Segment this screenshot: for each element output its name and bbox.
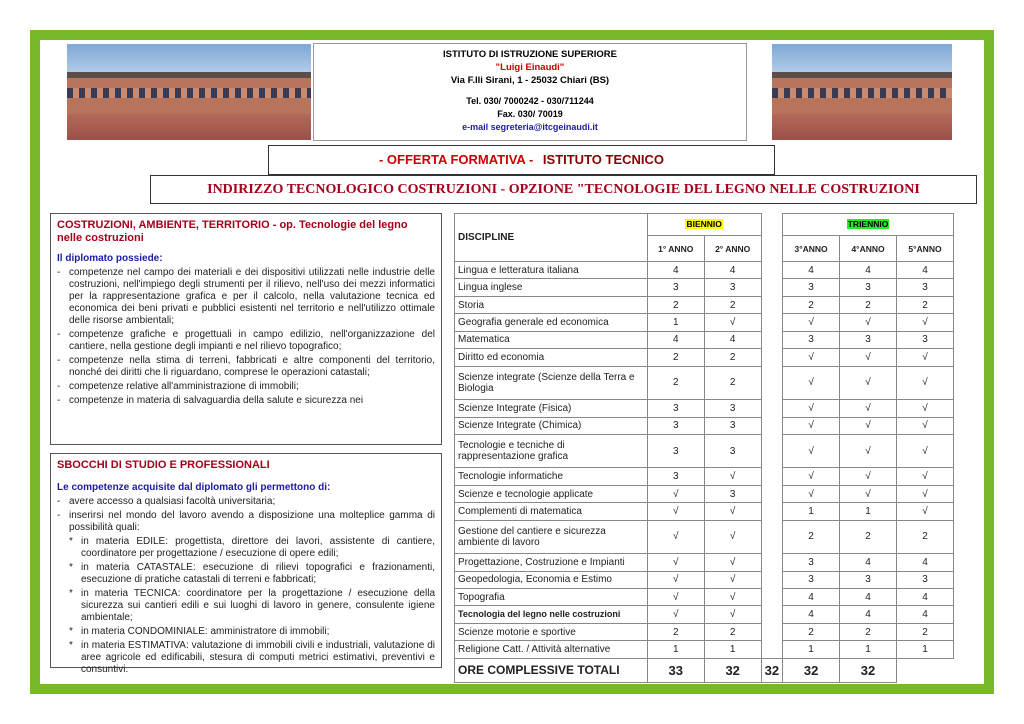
discipline-name: Geografia generale ed economica bbox=[455, 314, 648, 331]
hours-cell: 2 bbox=[704, 349, 761, 366]
hours-cell: 4 bbox=[840, 262, 897, 279]
header-tel: Tel. 030/ 7000242 - 030/711244 bbox=[466, 96, 594, 106]
list-item: * in materia TECNICA: coordinatore per la progettazione / esecuzione della sicurezza sui cantieri edili e sui luoghi di lavoro in genere, consulente igiene ambientale; bbox=[57, 588, 435, 624]
triennio-header bbox=[783, 214, 954, 236]
hours-cell: 4 bbox=[704, 262, 761, 279]
discipline-name: Storia bbox=[455, 296, 648, 313]
discipline-name: Religione Catt. / Attività alternative bbox=[455, 641, 648, 659]
hours-cell: √ bbox=[647, 571, 704, 588]
triennio-label: TRIENNIO bbox=[847, 219, 889, 229]
year-header: 4°ANNO bbox=[840, 236, 897, 262]
table-row bbox=[455, 520, 954, 553]
hours-cell: √ bbox=[840, 400, 897, 417]
hours-cell: 3 bbox=[897, 279, 954, 296]
hours-cell: √ bbox=[897, 314, 954, 331]
total-cell: 32 bbox=[783, 659, 840, 683]
header-email: e-mail segreteria@itcgeinaudi.it bbox=[462, 122, 598, 132]
hours-cell: 3 bbox=[704, 485, 761, 502]
header-line1: ISTITUTO DI ISTRUZIONE SUPERIORE bbox=[442, 49, 617, 60]
hours-cell: 3 bbox=[783, 571, 840, 588]
hours-cell: 4 bbox=[897, 554, 954, 571]
hours-cell: 2 bbox=[840, 623, 897, 640]
hours-cell: 4 bbox=[840, 589, 897, 606]
list-item: - competenze nella stima di terreni, fabbricati e altre componenti del territorio, nonché dei diritti che li riguardano, comprese le operazioni catastali; bbox=[57, 355, 435, 379]
hours-cell: 3 bbox=[704, 279, 761, 296]
offer-prefix: - OFFERTA FORMATIVA - bbox=[378, 152, 534, 167]
table-row bbox=[455, 366, 954, 399]
header-line2: "Luigi Einaudi" bbox=[495, 62, 565, 73]
careers-title: SBOCCHI DI STUDIO E PROFESSIONALI bbox=[57, 459, 270, 471]
list-item: - inserirsi nel mondo del lavoro avendo a disposizione una molteplice gamma di possibilità quali: bbox=[57, 510, 435, 534]
table-row bbox=[455, 503, 954, 520]
hours-cell: 1 bbox=[647, 641, 704, 659]
total-cell: 32 bbox=[704, 659, 761, 683]
hours-cell: 4 bbox=[783, 589, 840, 606]
hours-cell: √ bbox=[783, 485, 840, 502]
hours-cell: 2 bbox=[647, 366, 704, 399]
table-row bbox=[455, 417, 954, 434]
discipline-name: Tecnologie e tecniche di rappresentazione grafica bbox=[455, 434, 648, 467]
hours-cell: 3 bbox=[783, 331, 840, 348]
hours-cell: √ bbox=[704, 468, 761, 485]
hours-cell: 3 bbox=[647, 400, 704, 417]
biennio-header bbox=[647, 214, 761, 236]
table-row bbox=[455, 589, 954, 606]
school-photo-left bbox=[67, 44, 311, 140]
table-row bbox=[455, 279, 954, 296]
totals-label: ORE COMPLESSIVE TOTALI bbox=[455, 659, 648, 683]
hours-cell: 1 bbox=[783, 641, 840, 659]
hours-cell: 2 bbox=[840, 296, 897, 313]
diploma-title: COSTRUZIONI, AMBIENTE, TERRITORIO - op. Tecnologie del legno nelle costruzioni bbox=[57, 219, 408, 244]
hours-cell: √ bbox=[897, 503, 954, 520]
hours-cell: √ bbox=[704, 571, 761, 588]
hours-cell: 3 bbox=[840, 279, 897, 296]
year-header: 3°ANNO bbox=[783, 236, 840, 262]
hours-cell: √ bbox=[840, 417, 897, 434]
disciplines-table bbox=[454, 213, 954, 683]
discipline-name: Topografia bbox=[455, 589, 648, 606]
hours-cell: 1 bbox=[783, 503, 840, 520]
hours-cell: 4 bbox=[897, 606, 954, 623]
list-item: * in materia ESTIMATIVA: valutazione di immobili civili e industriali, valutazione di aree agricole ed edificabili, stesura di computi metrici estimativi, preventivi e consuntivi. bbox=[57, 640, 435, 676]
table-row bbox=[455, 606, 954, 623]
hours-cell: 2 bbox=[897, 623, 954, 640]
hours-cell: √ bbox=[840, 434, 897, 467]
total-cell: 32 bbox=[840, 659, 897, 683]
discipline-name: Lingua inglese bbox=[455, 279, 648, 296]
careers-subtitle: Le competenze acquisite dal diplomato gli permettono di: bbox=[57, 482, 331, 493]
discipline-name: Scienze Integrate (Chimica) bbox=[455, 417, 648, 434]
list-item: - avere accesso a qualsiasi facoltà universitaria; bbox=[57, 496, 435, 508]
discipline-name: Complementi di matematica bbox=[455, 503, 648, 520]
totals-row bbox=[455, 659, 954, 683]
hours-cell: √ bbox=[897, 366, 954, 399]
hours-cell: 3 bbox=[647, 417, 704, 434]
list-item: - competenze relative all'amministrazione di immobili; bbox=[57, 381, 435, 393]
disciplines-title: DISCIPLINE bbox=[455, 214, 648, 262]
list-item: - competenze nel campo dei materiali e dei dispositivi utilizzati nelle industrie delle costruzioni, nell'impiego degli strumenti per il rilievo, nell'uso dei mezzi informatici per la rappresentazione grafica e per il calcolo, nella valutazione tecnica ed economica dei beni privati e pubblici esistenti nel territorio e nell'utilizzo ottimale delle risorse ambientali; bbox=[57, 267, 435, 327]
list-item: * in materia CONDOMINIALE: amministratore di immobili; bbox=[57, 626, 435, 638]
hours-cell: 2 bbox=[897, 520, 954, 553]
table-row bbox=[455, 314, 954, 331]
discipline-name: Scienze motorie e sportive bbox=[455, 623, 648, 640]
hours-cell: 1 bbox=[647, 314, 704, 331]
hours-cell: 2 bbox=[647, 623, 704, 640]
hours-cell: 3 bbox=[840, 571, 897, 588]
school-photo-right bbox=[772, 44, 952, 140]
hours-cell: √ bbox=[704, 606, 761, 623]
hours-cell: 3 bbox=[647, 279, 704, 296]
hours-cell: 2 bbox=[704, 296, 761, 313]
hours-cell: 3 bbox=[704, 434, 761, 467]
hours-cell: 1 bbox=[840, 641, 897, 659]
hours-cell: 2 bbox=[704, 623, 761, 640]
table-row bbox=[455, 400, 954, 417]
hours-cell: √ bbox=[704, 314, 761, 331]
hours-cell: 4 bbox=[647, 331, 704, 348]
table-row bbox=[455, 571, 954, 588]
hours-cell: 4 bbox=[840, 554, 897, 571]
hours-cell: 3 bbox=[783, 279, 840, 296]
hours-cell: √ bbox=[647, 589, 704, 606]
hours-cell: 3 bbox=[647, 468, 704, 485]
discipline-name: Gestione del cantiere e sicurezza ambiente di lavoro bbox=[455, 520, 648, 553]
hours-cell: 4 bbox=[783, 262, 840, 279]
hours-cell: √ bbox=[897, 417, 954, 434]
hours-cell: √ bbox=[897, 349, 954, 366]
hours-cell: √ bbox=[897, 434, 954, 467]
table-row bbox=[455, 641, 954, 659]
hours-cell: 1 bbox=[704, 641, 761, 659]
hours-cell: √ bbox=[704, 520, 761, 553]
hours-cell: 3 bbox=[704, 417, 761, 434]
table-row bbox=[455, 296, 954, 313]
discipline-name: Tecnologia del legno nelle costruzioni bbox=[455, 606, 648, 623]
header-fax: Fax. 030/ 70019 bbox=[497, 109, 563, 119]
hours-cell: 1 bbox=[897, 641, 954, 659]
hours-cell: √ bbox=[783, 434, 840, 467]
hours-cell: √ bbox=[897, 468, 954, 485]
table-row bbox=[455, 468, 954, 485]
hours-cell: √ bbox=[840, 314, 897, 331]
header-address: Via F.lli Sirani, 1 - 25032 Chiari (BS) bbox=[450, 75, 610, 86]
hours-cell: √ bbox=[647, 606, 704, 623]
hours-cell: 2 bbox=[783, 623, 840, 640]
list-item: - competenze grafiche e progettuali in campo edilizio, nell'organizzazione del cantiere, nella gestione degli impianti e nel rilievo topografico; bbox=[57, 329, 435, 353]
table-row bbox=[455, 554, 954, 571]
hours-cell: √ bbox=[783, 468, 840, 485]
hours-cell: √ bbox=[647, 520, 704, 553]
discipline-name: Scienze e tecnologie applicate bbox=[455, 485, 648, 502]
table-row bbox=[455, 623, 954, 640]
list-item: - competenze in materia di salvaguardia della salute e sicurezza nei bbox=[57, 395, 435, 407]
hours-cell: √ bbox=[704, 554, 761, 571]
diploma-subtitle: Il diplomato possiede: bbox=[57, 253, 163, 264]
hours-cell: 3 bbox=[704, 400, 761, 417]
hours-cell: 2 bbox=[897, 296, 954, 313]
course-title: INDIRIZZO TECNOLOGICO COSTRUZIONI - OPZIONE "TECNOLOGIE DEL LEGNO NELLE COSTRUZIONI bbox=[150, 175, 977, 204]
hours-cell: 2 bbox=[647, 349, 704, 366]
hours-cell: 4 bbox=[840, 606, 897, 623]
discipline-name: Geopedologia, Economia e Estimo bbox=[455, 571, 648, 588]
hours-cell: 1 bbox=[840, 503, 897, 520]
table-row bbox=[455, 331, 954, 348]
year-header: 1° ANNO bbox=[647, 236, 704, 262]
table-row bbox=[455, 434, 954, 467]
hours-cell: 3 bbox=[647, 434, 704, 467]
hours-cell: 2 bbox=[704, 366, 761, 399]
hours-cell: √ bbox=[897, 485, 954, 502]
table-row bbox=[455, 485, 954, 502]
hours-cell: √ bbox=[704, 503, 761, 520]
hours-cell: √ bbox=[840, 366, 897, 399]
hours-cell: 4 bbox=[783, 606, 840, 623]
hours-cell: √ bbox=[783, 400, 840, 417]
table-row bbox=[455, 349, 954, 366]
hours-cell: 2 bbox=[783, 296, 840, 313]
biennio-label: BIENNIO bbox=[686, 219, 722, 229]
hours-cell: √ bbox=[647, 503, 704, 520]
hours-cell: √ bbox=[783, 417, 840, 434]
hours-cell: √ bbox=[783, 366, 840, 399]
discipline-name: Diritto ed economia bbox=[455, 349, 648, 366]
hours-cell: 3 bbox=[897, 571, 954, 588]
hours-cell: √ bbox=[897, 400, 954, 417]
hours-cell: 4 bbox=[897, 589, 954, 606]
hours-cell: √ bbox=[840, 349, 897, 366]
careers-box bbox=[50, 453, 442, 675]
discipline-name: Scienze Integrate (Fisica) bbox=[455, 400, 648, 417]
discipline-name: Lingua e letteratura italiana bbox=[455, 262, 648, 279]
list-item: * in materia EDILE: progettista, direttore dei lavori, assistente di cantiere, coordinatore per progettazione / esecuzione di opere edili; bbox=[57, 536, 435, 560]
hours-cell: 2 bbox=[783, 520, 840, 553]
hours-cell: 2 bbox=[647, 296, 704, 313]
hours-cell: √ bbox=[840, 468, 897, 485]
offer-suffix: ISTITUTO TECNICO bbox=[542, 152, 665, 167]
year-header: 5°ANNO bbox=[897, 236, 954, 262]
hours-cell: √ bbox=[783, 349, 840, 366]
diploma-box bbox=[50, 213, 442, 445]
discipline-name: Tecnologie informatiche bbox=[455, 468, 648, 485]
table-row bbox=[455, 262, 954, 279]
list-item: * in materia CATASTALE: esecuzione di rilievi topografici e frazionamenti, esecuzione di pratiche catastali di terreni e fabbricati; bbox=[57, 562, 435, 586]
total-cell: 32 bbox=[761, 659, 782, 683]
hours-cell: 3 bbox=[783, 554, 840, 571]
hours-cell: √ bbox=[647, 554, 704, 571]
hours-cell: 4 bbox=[704, 331, 761, 348]
hours-cell: 2 bbox=[840, 520, 897, 553]
hours-cell: √ bbox=[704, 589, 761, 606]
hours-cell: √ bbox=[647, 485, 704, 502]
discipline-name: Scienze integrate (Scienze della Terra e Biologia bbox=[455, 366, 648, 399]
discipline-name: Progettazione, Costruzione e Impianti bbox=[455, 554, 648, 571]
total-cell: 33 bbox=[647, 659, 704, 683]
school-header bbox=[313, 43, 747, 141]
hours-cell: 4 bbox=[897, 262, 954, 279]
offer-banner bbox=[268, 145, 775, 175]
hours-cell: √ bbox=[783, 314, 840, 331]
year-header: 2° ANNO bbox=[704, 236, 761, 262]
hours-cell: 4 bbox=[647, 262, 704, 279]
hours-cell: 3 bbox=[897, 331, 954, 348]
hours-cell: √ bbox=[840, 485, 897, 502]
hours-cell: 3 bbox=[840, 331, 897, 348]
discipline-name: Matematica bbox=[455, 331, 648, 348]
